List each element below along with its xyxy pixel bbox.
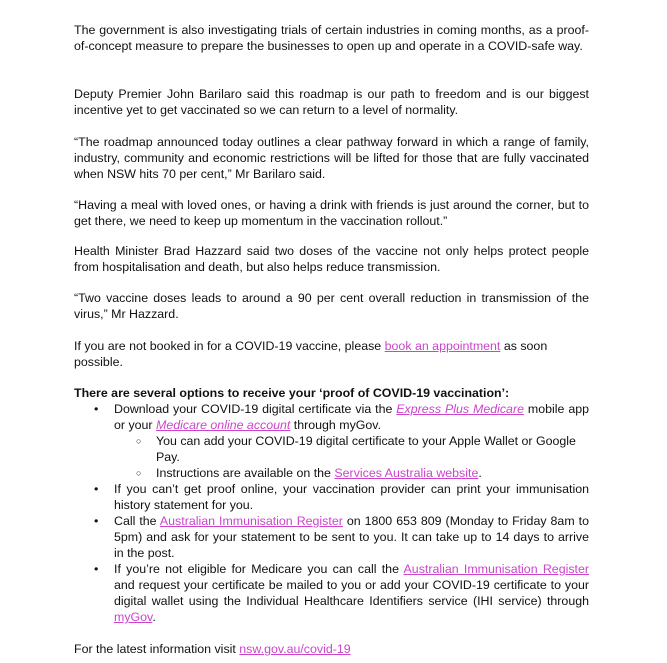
text: You can add your COVID-19 digital certificate to your Apple Wallet or Google Pay. <box>156 434 576 464</box>
text: through myGov. <box>290 418 382 432</box>
text: If you’re not eligible for Medicare you can call the <box>114 562 404 576</box>
circle-bullet-icon: ○ <box>136 436 142 446</box>
immunisation-register-link[interactable]: Australian Immunisation Register <box>159 514 343 528</box>
bullet-icon: • <box>94 402 99 416</box>
bullet-icon: • <box>94 514 99 528</box>
bullet-icon: • <box>94 562 99 576</box>
medicare-online-account-link[interactable]: Medicare online account <box>156 418 291 432</box>
footer-line <box>74 641 589 657</box>
paragraph-barilaro-roadmap: Deputy Premier John Barilaro said this roadmap is our path to freedom and is our biggest incentive yet to get vaccinated so we can return to a level of normality. <box>74 87 589 117</box>
text: Download your COVID-19 digital certificate via the <box>114 402 397 416</box>
text: on 1800 653 809 (Monday to Friday 8am to 5pm) and ask for your statement to be sent to you. It can take up to 14 days to arrive in the post. <box>114 514 589 560</box>
text: For the latest information visit <box>74 642 240 656</box>
options-heading: There are several options to receive your ‘proof of COVID-19 vaccination’: <box>74 386 510 400</box>
text: Call the <box>114 514 160 528</box>
text: . <box>478 466 482 480</box>
list-item <box>74 513 589 561</box>
bullet-icon: • <box>94 482 99 496</box>
circle-bullet-icon: ○ <box>136 468 142 478</box>
text: Instructions are available on the <box>156 466 335 480</box>
list-item <box>74 401 589 433</box>
text: as soon possible. <box>74 339 548 369</box>
book-appointment-link[interactable]: book an appointment <box>384 339 501 353</box>
nsw-covid-link[interactable]: nsw.gov.au/covid-19 <box>239 642 351 656</box>
services-australia-link[interactable]: Services Australia website <box>334 466 479 480</box>
express-plus-medicare-link[interactable]: Express Plus Medicare <box>396 402 524 416</box>
paragraph-barilaro-quote: “The roadmap announced today outlines a clear pathway forward in which a range of family, industry, community and economic restrictions will be lifted for those that are fully vaccinated when NSW hits 70 per cent,” Mr Barilaro said. <box>74 135 589 181</box>
text: and request your certificate be mailed to you or add your COVID-19 certificate to your digital wallet using the Individual Healthcare Identifiers service (IHI service) through <box>114 578 589 608</box>
text: mobile app or your <box>114 402 589 432</box>
immunisation-register-link-2[interactable]: Australian Immunisation Register <box>403 562 589 576</box>
text: If you can’t get proof online, your vaccination provider can print your immunisation history statement for you. <box>114 482 589 512</box>
paragraph-meal-quote: “Having a meal with loved ones, or having a drink with friends is just around the corner, but to get there, we need to keep up momentum in the vaccination rollout.” <box>74 198 589 228</box>
mygov-link[interactable]: myGov <box>114 610 153 624</box>
options-list <box>74 401 589 625</box>
text: . <box>152 610 156 624</box>
paragraph-hazzard: Health Minister Brad Hazzard said two doses of the vaccine not only helps protect people from hospitalisation and death, but also helps reduce transmission. <box>74 244 589 274</box>
list-item <box>74 481 589 513</box>
list-item <box>74 561 589 625</box>
text: If you are not booked in for a COVID-19 vaccine, please <box>74 339 385 353</box>
list-subitem <box>74 465 589 481</box>
paragraph-trials: The government is also investigating trials of certain industries in coming months, as a proof-of-concept measure to prepare the businesses to open up and operate in a COVID-safe way. <box>74 23 589 53</box>
list-subitem <box>74 433 589 465</box>
paragraph-hazzard-quote: “Two vaccine doses leads to around a 90 per cent overall reduction in transmission of the virus,” Mr Hazzard. <box>74 291 589 321</box>
paragraph-book-appointment <box>74 338 589 370</box>
